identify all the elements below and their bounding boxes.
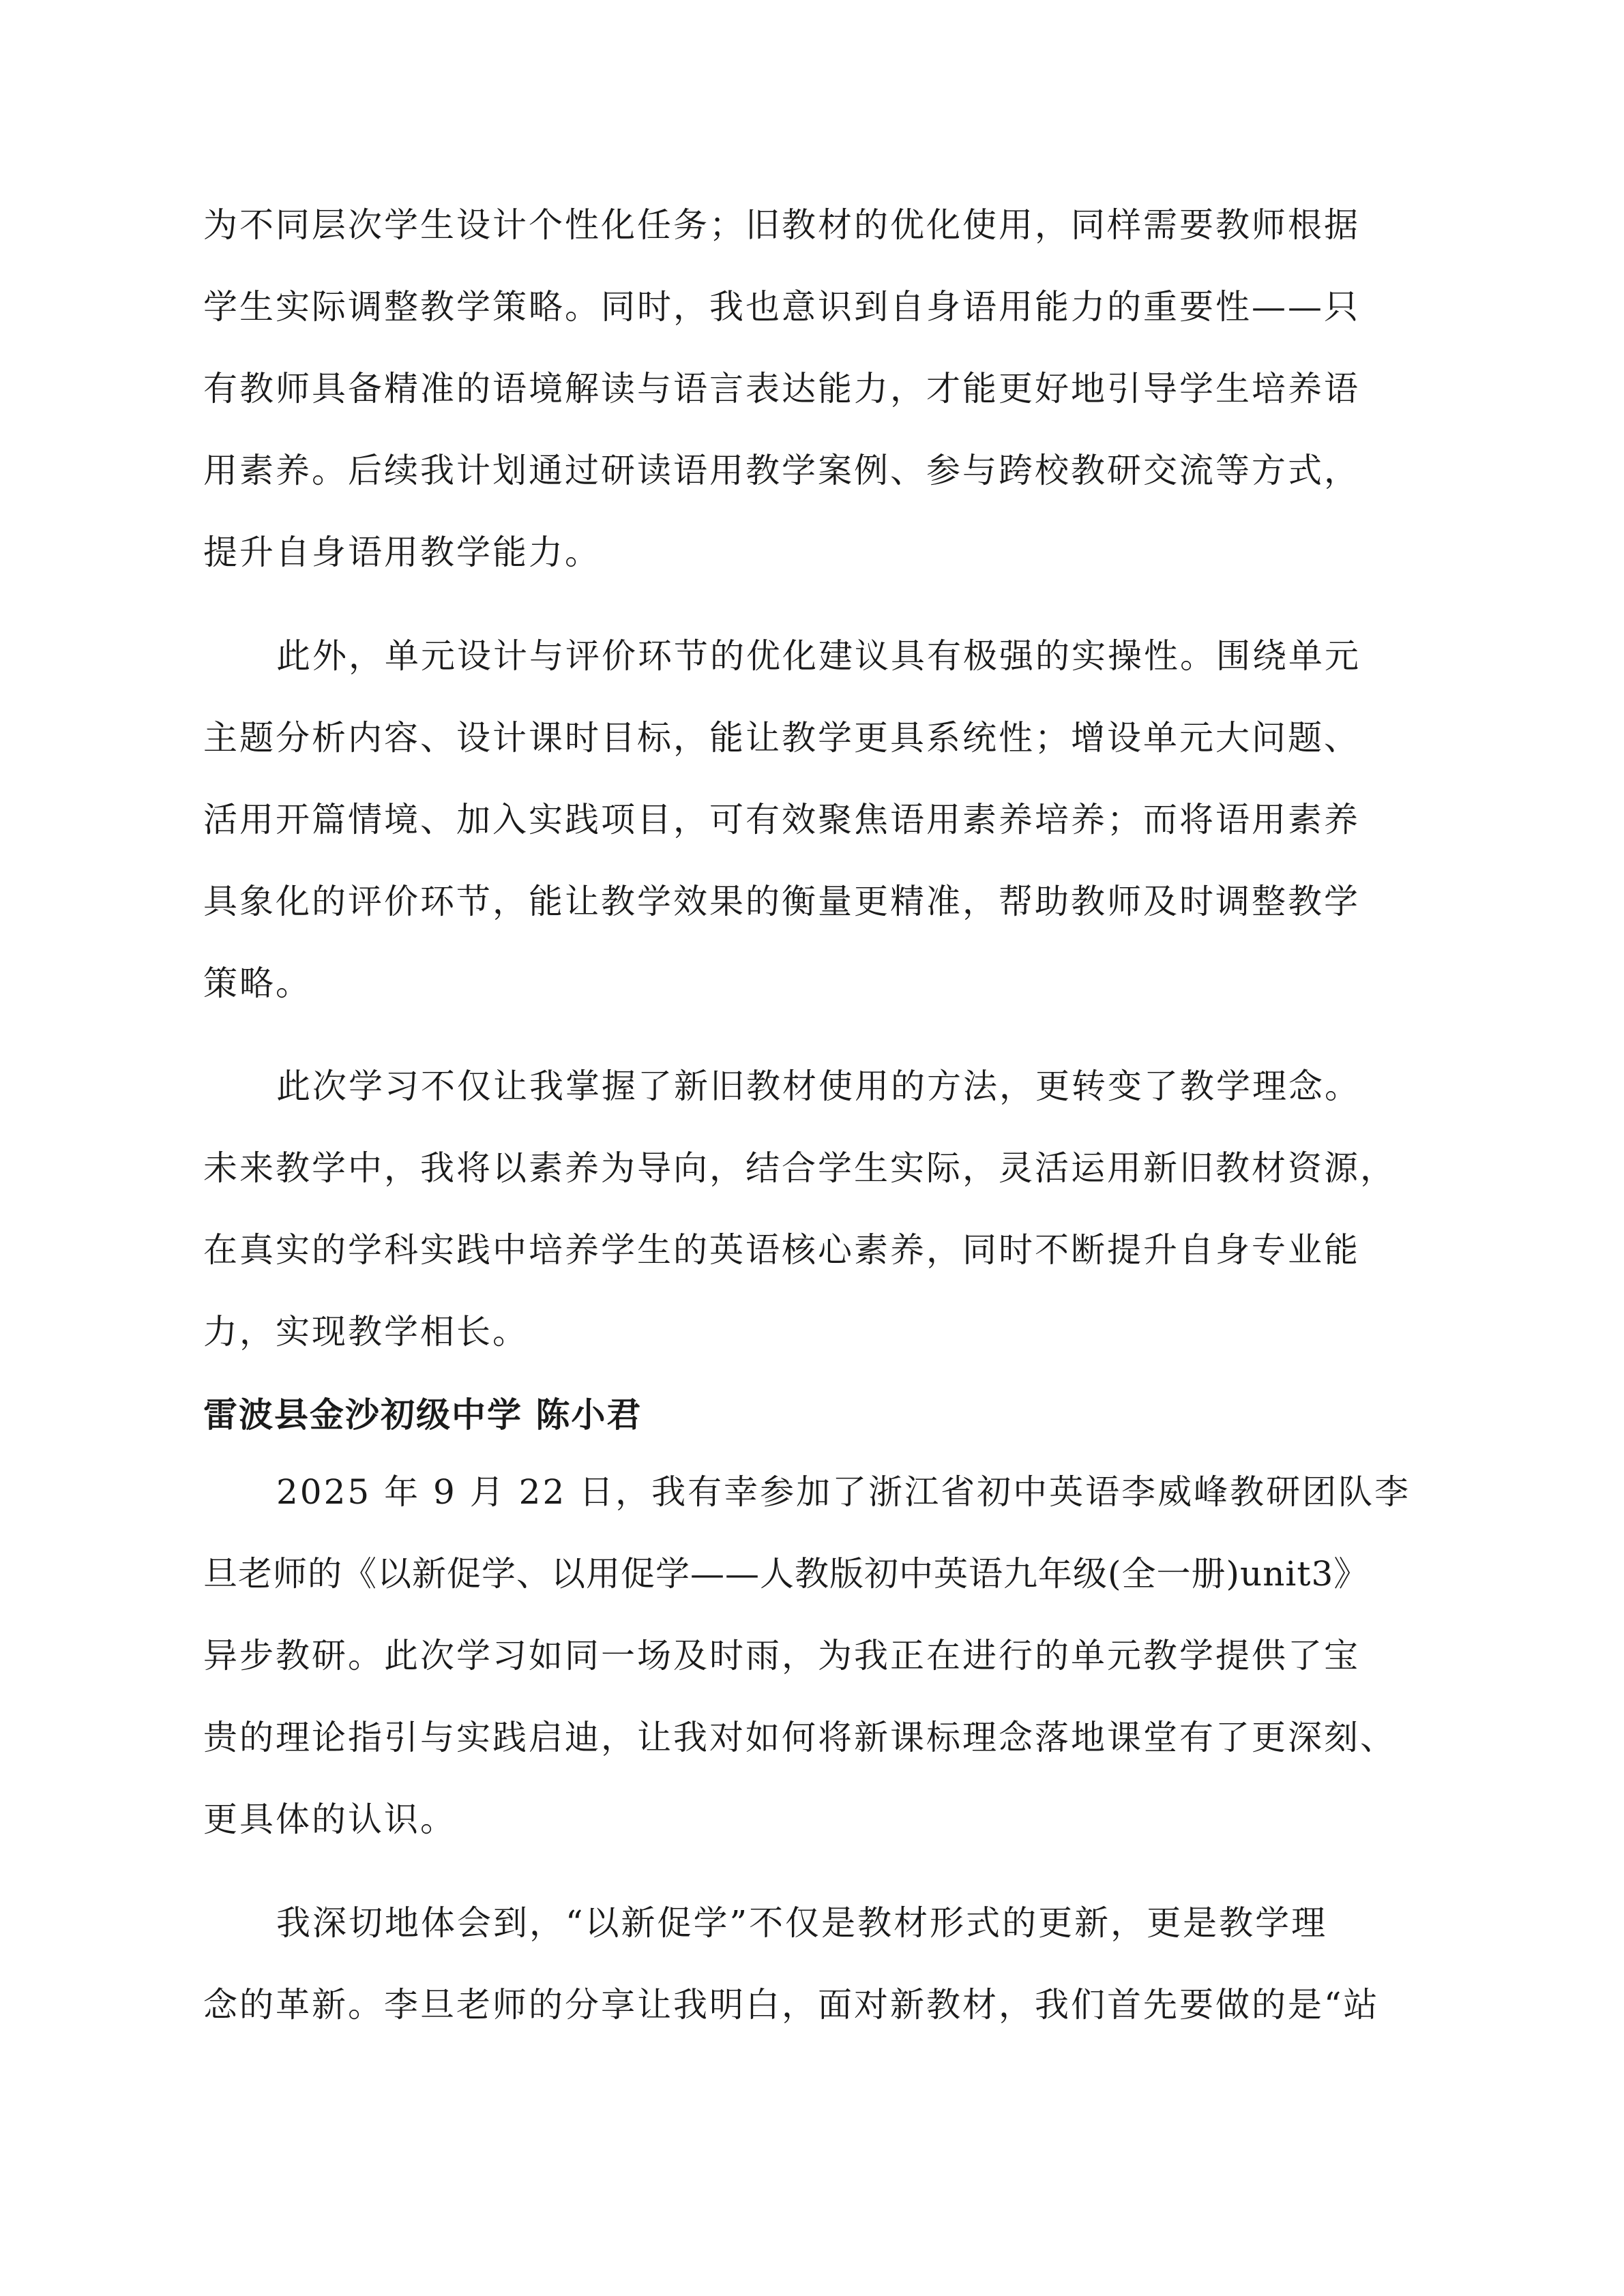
paragraph-2-line-4: 具象化的评价环节，能让教学效果的衡量更精准，帮助教师及时调整教学 bbox=[203, 882, 1360, 921]
paragraph-3-line-2: 未来教学中，我将以素养为导向，结合学生实际，灵活运用新旧教材资源， bbox=[203, 1148, 1396, 1188]
paragraph-5-line-1: 我深切地体会到，“以新促学”不仅是教材形式的更新，更是教学理 bbox=[276, 1903, 1328, 1943]
paragraph-2-line-2: 主题分析内容、设计课时目标，能让教学更具系统性；增设单元大问题、 bbox=[203, 718, 1360, 758]
paragraph-2-line-5: 策略。 bbox=[203, 964, 312, 1003]
paragraph-4-line-3: 异步教研。此次学习如同一场及时雨，为我正在进行的单元教学提供了宝 bbox=[203, 1636, 1360, 1675]
paragraph-1-line-5: 提升自身语用教学能力。 bbox=[203, 533, 601, 572]
paragraph-3-line-4: 力，实现教学相长。 bbox=[203, 1312, 529, 1352]
paragraph-1-line-3: 有教师具备精准的语境解读与语言表达能力，才能更好地引导学生培养语 bbox=[203, 369, 1360, 408]
paragraph-1-line-2: 学生实际调整教学策略。同时，我也意识到自身语用能力的重要性——只 bbox=[203, 287, 1360, 327]
paragraph-2-line-3: 活用开篇情境、加入实践项目，可有效聚焦语用素养培养；而将语用素养 bbox=[203, 800, 1360, 839]
paragraph-3-line-3: 在真实的学科实践中培养学生的英语核心素养，同时不断提升自身专业能 bbox=[203, 1230, 1360, 1270]
author-heading: 雷波县金沙初级中学 陈小君 bbox=[203, 1395, 643, 1435]
paragraph-1-line-4: 用素养。后续我计划通过研读语用教学案例、参与跨校教研交流等方式， bbox=[203, 451, 1360, 490]
paragraph-5-line-2: 念的革新。李旦老师的分享让我明白，面对新教材，我们首先要做的是“站 bbox=[203, 1985, 1380, 2025]
paragraph-1-line-1: 为不同层次学生设计个性化任务；旧教材的优化使用，同样需要教师根据 bbox=[203, 205, 1360, 245]
paragraph-4-line-4: 贵的理论指引与实践启迪，让我对如何将新课标理念落地课堂有了更深刻、 bbox=[203, 1718, 1396, 1757]
paragraph-4-line-2: 旦老师的《以新促学、以用促学——人教版初中英语九年级(全一册)unit3》 bbox=[203, 1554, 1369, 1594]
paragraph-3-line-1: 此次学习不仅让我掌握了新旧教材使用的方法，更转变了教学理念。 bbox=[276, 1067, 1361, 1106]
paragraph-4-line-5: 更具体的认识。 bbox=[203, 1800, 456, 1839]
paragraph-4-line-1: 2025 年 9 月 22 日，我有幸参加了浙江省初中英语李威峰教研团队李 bbox=[276, 1472, 1411, 1512]
paragraph-2-line-1: 此外，单元设计与评价环节的优化建议具有极强的实操性。围绕单元 bbox=[276, 636, 1361, 676]
